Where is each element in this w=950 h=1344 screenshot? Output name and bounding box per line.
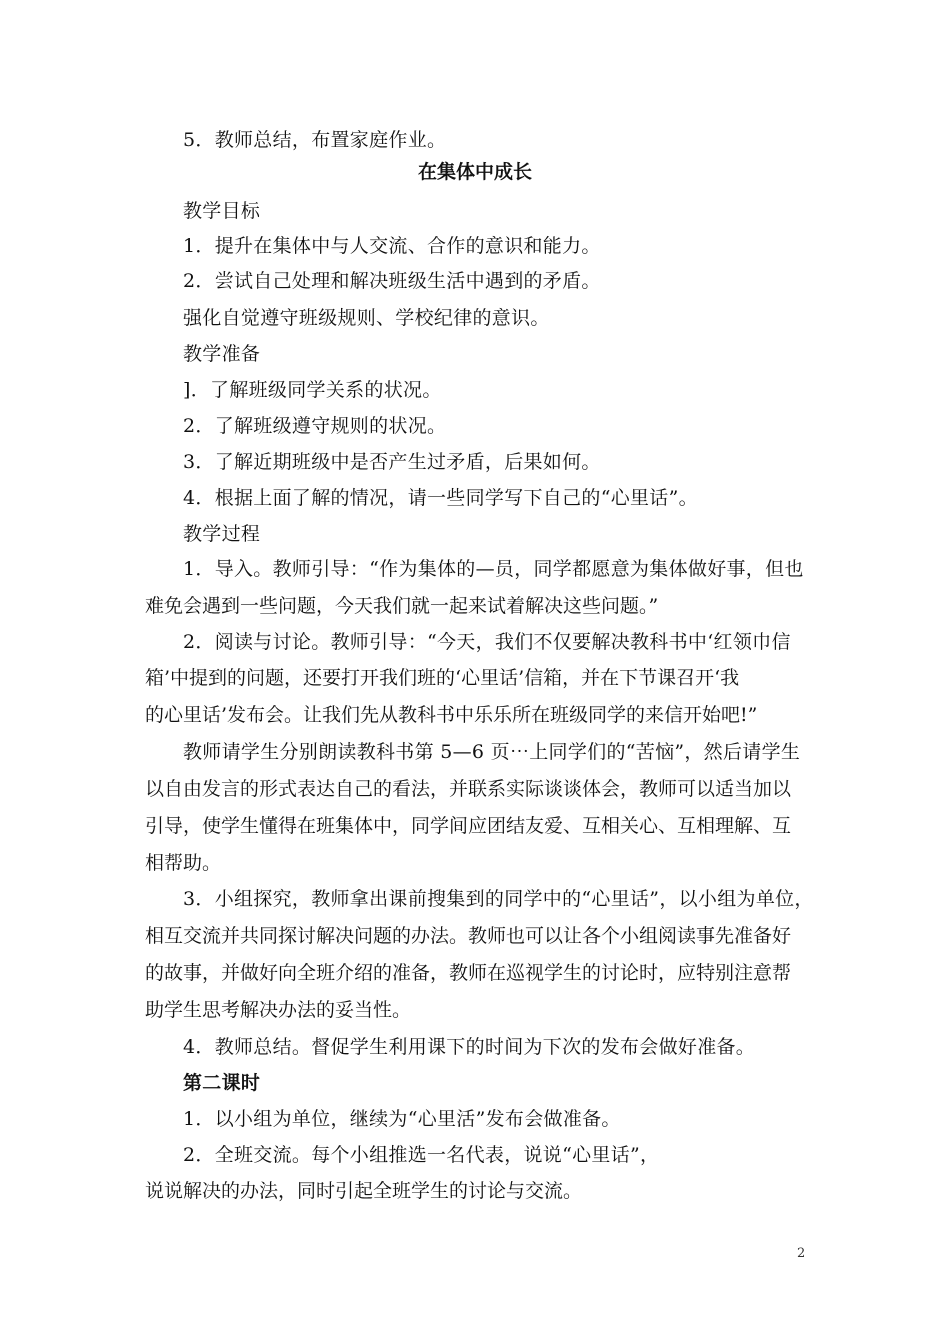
prep-item-2: 2．了解班级遵守规则的状况。 bbox=[183, 415, 447, 437]
para-line-2: 以自由发言的形式表达自己的看法，并联系实际谈谈体会，教师可以适当加以 bbox=[145, 778, 792, 800]
para-line-3: 引导，使学生懂得在班集体中，同学间应团结友爱、互相关心、互相理解、互 bbox=[145, 815, 792, 837]
lesson-2-item-2: 2．全班交流。每个小组推选一名代表，说说“心里话”， bbox=[183, 1144, 660, 1166]
lesson-2-heading: 第二课时 bbox=[183, 1072, 261, 1094]
objective-3: 强化自觉遵守班级规则、学校纪律的意识。 bbox=[183, 307, 550, 329]
step-4: 4．教师总结。督促学生利用课下的时间为下次的发布会做好准备。 bbox=[183, 1036, 756, 1058]
lesson-2-item-1: 1．以小组为单位，继续为“心里活”发布会做准备。 bbox=[183, 1108, 621, 1130]
step-3-line-3: 的故事，并做好向全班介绍的准备，教师在巡视学生的讨论时，应特别注意帮 bbox=[145, 962, 792, 984]
lesson-2-item-3: 说说解决的办法，同时引起全班学生的讨论与交流。 bbox=[145, 1180, 583, 1202]
prep-heading: 教学准备 bbox=[183, 343, 261, 365]
step-3-line-2: 相互交流并共同探讨解决问题的办法。教师也可以让各个小组阅读事先准备好 bbox=[145, 925, 792, 947]
objective-2: 2．尝试自己处理和解决班级生活中遇到的矛盾。 bbox=[183, 270, 601, 292]
process-heading: 教学过程 bbox=[183, 523, 261, 545]
step-1-line-1: 1．导入。教师引导：“作为集体的—员，同学都愿意为集体做好事，但也 bbox=[183, 558, 804, 580]
page-number: 2 bbox=[797, 1246, 806, 1261]
para-line-1: 教师请学生分别朗读教科书第 5—6 页⋯上同学们的“苦恼”，然后请学生 bbox=[183, 741, 801, 763]
step-3-line-4: 助学生思考解决办法的妥当性。 bbox=[145, 999, 412, 1021]
prep-item-1: ]．了解班级同学关系的状况。 bbox=[183, 379, 442, 401]
section-title: 在集体中成长 bbox=[417, 161, 532, 183]
para-line-4: 相帮助。 bbox=[145, 852, 222, 874]
step-3-line-1: 3．小组探究，教师拿出课前搜集到的同学中的“心里话”，以小组为单位， bbox=[183, 888, 814, 910]
step-2-line-1: 2．阅读与讨论。教师引导：“今天，我们不仅要解决教科书中‘红领巾信 bbox=[183, 631, 791, 653]
step-1-line-2: 难免会遇到一些问题，今天我们就一起来试着解决这些问题。” bbox=[145, 595, 659, 617]
prev-step-5: 5．教师总结，布置家庭作业。 bbox=[183, 129, 447, 151]
prep-item-4: 4．根据上面了解的情况，请一些同学写下自己的“心里话”。 bbox=[183, 487, 698, 509]
step-2-line-3: 的心里话’发布会。让我们先从教科书中乐乐所在班级同学的来信开始吧!” bbox=[145, 704, 758, 726]
prep-item-3: 3．了解近期班级中是否产生过矛盾，后果如何。 bbox=[183, 451, 601, 473]
objective-1: 1．提升在集体中与人交流、合作的意识和能力。 bbox=[183, 235, 601, 257]
step-2-line-2: 箱’中提到的问题，还要打开我们班的‘心里话’信箱，并在下节课召开‘我 bbox=[145, 667, 740, 689]
objectives-heading: 教学目标 bbox=[183, 200, 261, 222]
